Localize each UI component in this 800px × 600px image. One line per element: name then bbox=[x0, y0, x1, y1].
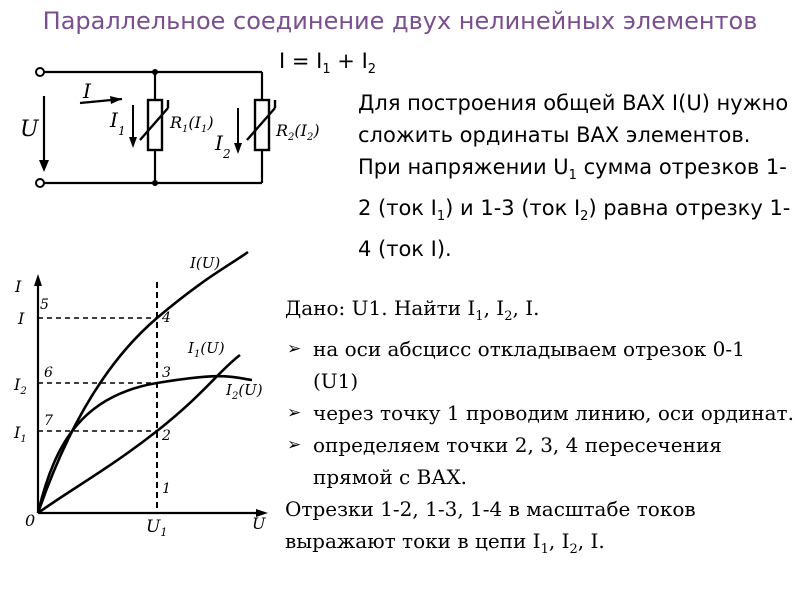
graph-point-6: 6 bbox=[44, 365, 53, 381]
voltage-arrow-head bbox=[39, 160, 49, 172]
graph-x-axis-label: U bbox=[252, 514, 266, 533]
curve-i2-label: $I_2(U)$ bbox=[226, 381, 263, 402]
graph bbox=[13, 252, 268, 539]
circuit-current-label: I bbox=[83, 79, 91, 103]
slide-title: Параллельное соединение двух нелинейных элементов bbox=[42, 7, 758, 35]
graph-point-7: 7 bbox=[44, 413, 53, 429]
circuit-i1-label: I bbox=[110, 108, 118, 132]
graph-point-1: 1 bbox=[162, 481, 171, 497]
curve-i1 bbox=[38, 355, 240, 513]
node-r1-top bbox=[152, 69, 158, 75]
graph-y-axis-label: I bbox=[15, 277, 22, 296]
bullet-arrow-icon: ➢ bbox=[287, 435, 302, 455]
circuit-r1-label: $R_1(I_1)$ bbox=[170, 113, 214, 135]
graph-point-4: 4 bbox=[162, 310, 171, 326]
circuit-i2-label: I bbox=[215, 131, 223, 155]
formula: $I = I_1 + I_2$ bbox=[279, 49, 377, 78]
step-item: ➢ на оси абсцисс откладываем отрезок 0-1 (U1) bbox=[285, 333, 795, 397]
explanation-text bbox=[358, 87, 798, 265]
step-item: ➢ через точку 1 проводим линию, оси ординат. bbox=[285, 397, 795, 429]
curve-i1-label: $I_1(U)$ bbox=[188, 339, 225, 360]
resistor-r2 bbox=[247, 100, 275, 150]
given-line: Дано: U1. Найти $I_1$, $I_2$, I. bbox=[285, 296, 540, 324]
svg-text:2: 2 bbox=[223, 147, 231, 161]
conclusion-line: Отрезки 1-2, 1-3, 1-4 в масштабе токов выражают токи в цепи $I_1$, $I_2$, I. bbox=[285, 497, 696, 557]
graph-tick-i: I bbox=[18, 309, 25, 328]
graph-u1-label: $U_1$ bbox=[146, 517, 168, 539]
graph-origin-label: 0 bbox=[25, 511, 36, 530]
resistor-r1 bbox=[140, 100, 168, 150]
circuit-r2-label: $R_2(I_2)$ bbox=[276, 121, 320, 143]
svg-text:1: 1 bbox=[118, 124, 126, 138]
graph-tick-i1: $I_1$ bbox=[14, 423, 27, 445]
graph-point-2: 2 bbox=[162, 428, 171, 444]
step-item: ➢ определяем точки 2, 3, 4 пересечения прямой с ВАХ. bbox=[285, 429, 795, 493]
explanation-paragraph-1: Для построения общей ВАХ I(U) нужно сложить ординаты ВАХ элементов. bbox=[358, 91, 789, 147]
bullet-arrow-icon: ➢ bbox=[287, 339, 302, 359]
graph-tick-i2: $I_2$ bbox=[14, 375, 27, 397]
explanation-paragraph-2: При напряжении $U_1$ сумма отрезков 1-2 (ток $I_1$) и 1-3 (ток $I_2$) равна отрезку 1-4 (ток I). bbox=[358, 155, 791, 262]
graph-point-3: 3 bbox=[162, 365, 171, 381]
curve-i-label: I(U) bbox=[190, 254, 221, 272]
node-r1-bottom bbox=[152, 180, 158, 186]
graph-point-5: 5 bbox=[40, 297, 49, 313]
given-block bbox=[285, 292, 795, 566]
steps-list bbox=[285, 333, 795, 493]
circuit-voltage-label: U bbox=[20, 117, 39, 142]
bullet-arrow-icon: ➢ bbox=[287, 403, 302, 423]
